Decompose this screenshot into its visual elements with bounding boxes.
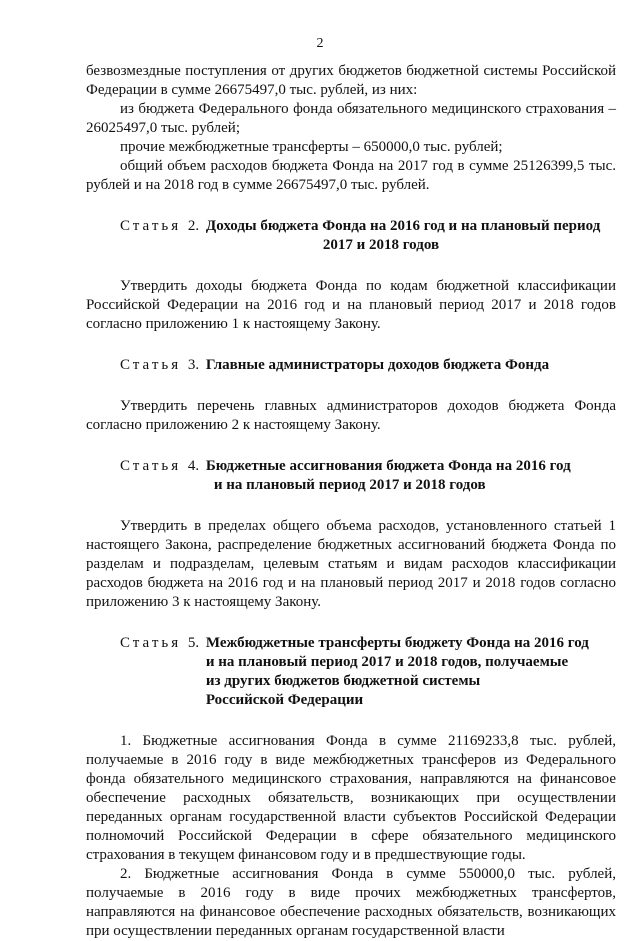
article-label: Статья 4. — [120, 458, 200, 474]
article-label: Статья 2. — [120, 218, 200, 234]
article-paragraph: 1. Бюджетные ассигнования Фонда в сумме 21169233,8 тыс. рублей, получаемые в 2016 году в виде межбюджетных трансферов из Федерального фонда обязательного медицинского страхования, направляются на финансовое обеспечение расходных обязательств, возникающих при осуществлении переданных органам государственной власти субъектов Российской Федерации полномочий Российской Федерации в сфере обязательного медицинского страхования в текущем финансовом году и в предшествующие годы. — [86, 733, 616, 863]
intro-paragraph: общий объем расходов бюджета Фонда на 2017 год в сумме 25126399,5 тыс. рублей и на 2018 год в сумме 26675497,0 тыс. рублей. — [86, 158, 616, 193]
article-paragraph: Утвердить перечень главных администраторов доходов бюджета Фонда согласно приложению 2 к настоящему Закону. — [86, 398, 616, 433]
document-body — [86, 62, 616, 941]
intro-paragraph: безвозмездные поступления от других бюджетов бюджетной системы Российской Федерации в сумме 26675497,0 тыс. рублей, из них: — [86, 63, 616, 98]
article-label: Статья 3. — [120, 357, 200, 373]
intro-paragraph: из бюджета Федерального фонда обязательного медицинского страхования – 26025497,0 тыс. рублей; — [86, 101, 616, 136]
article-heading — [86, 457, 616, 495]
intro-paragraph: прочие межбюджетные трансферты – 650000,0 тыс. рублей; — [120, 139, 503, 155]
article-paragraph: 2. Бюджетные ассигнования Фонда в сумме 550000,0 тыс. рублей, получаемые в 2016 году в виде прочих межбюджетных трансфертов, направляются на финансовое обеспечение расходных обязательств, возникающих при осуществлении переданных органам государственной власти — [86, 866, 616, 939]
article-heading — [86, 356, 616, 375]
article-title: Межбюджетные трансферты бюджету Фонда на 2016 год и на плановый период 2017 и 2018 годов, получаемые из других бюджетов бюджетной системы Российской Федерации — [205, 635, 589, 708]
article-heading — [86, 634, 616, 710]
article-title: Бюджетные ассигнования бюджета Фонда на 2016 год и на плановый период 2017 и 2018 годов — [205, 458, 571, 493]
article-label: Статья 5. — [120, 635, 200, 651]
page-number: 2 — [316, 36, 324, 51]
intro-block — [86, 62, 616, 195]
article-5 — [86, 634, 616, 941]
article-paragraph: Утвердить доходы бюджета Фонда по кодам бюджетной классификации Российской Федерации на 2016 год и на плановый период 2017 и 2018 годов согласно приложению 1 к настоящему Закону. — [86, 278, 616, 332]
article-3 — [86, 356, 616, 435]
article-paragraph: Утвердить в пределах общего объема расходов, установленного статьей 1 настоящего Закона, распределение бюджетных ассигнований бюджета Фонда по разделам и подразделам, целевым статьям и видам расходов классификации расходов бюджета на 2016 год и на плановый период 2017 и 2018 годов согласно приложению 3 к настоящему Закону. — [86, 518, 616, 610]
article-4 — [86, 457, 616, 612]
article-2 — [86, 217, 616, 334]
article-heading — [86, 217, 616, 255]
article-title: Доходы бюджета Фонда на 2016 год и на плановый период 2017 и 2018 годов — [205, 218, 601, 253]
article-title: Главные администраторы доходов бюджета Фонда — [205, 357, 550, 373]
